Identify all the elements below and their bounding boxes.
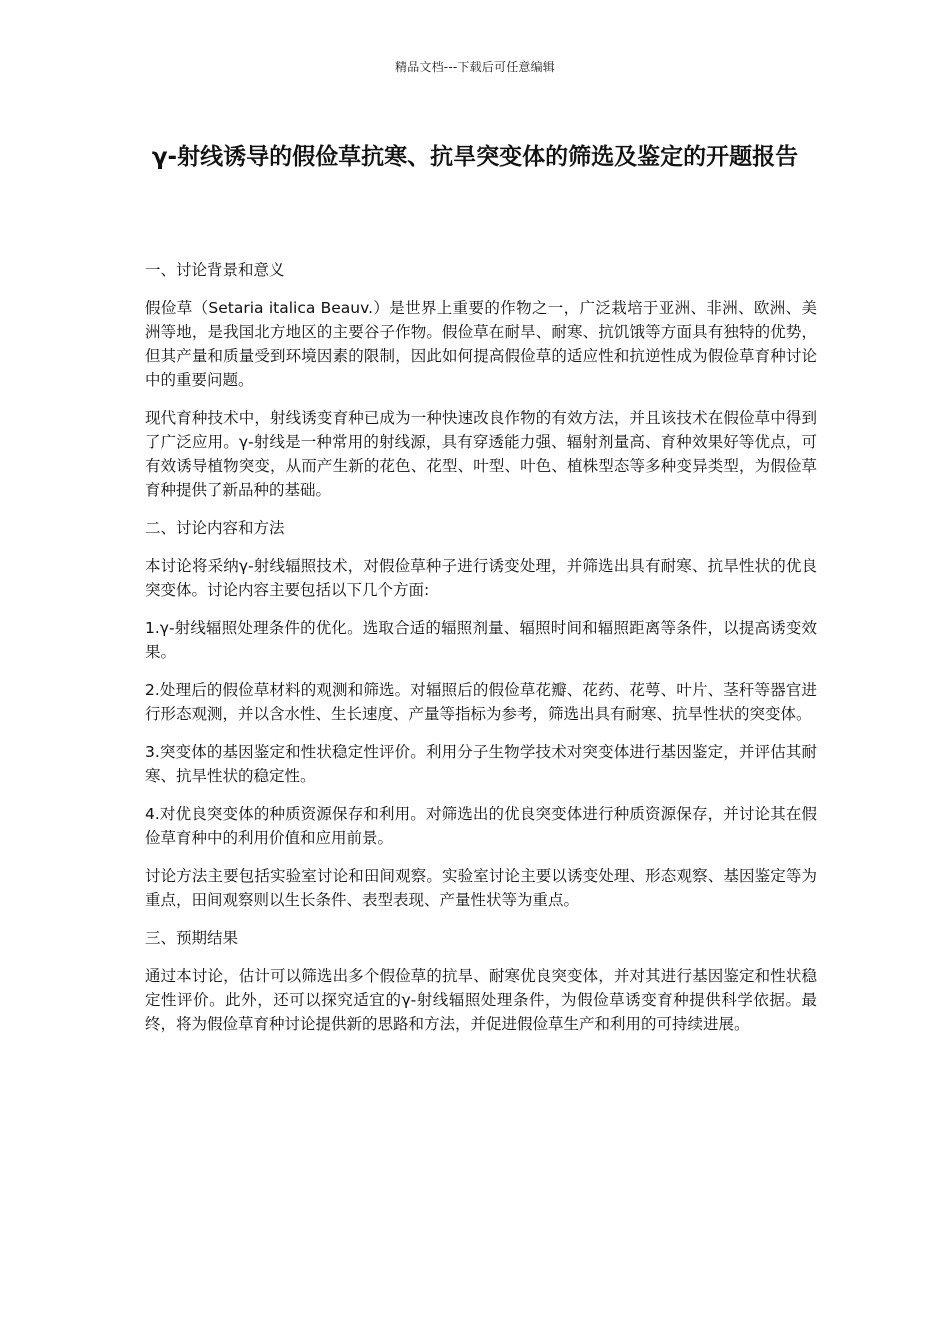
list-item-4: 4.对优良突变体的种质资源保存和利用。对筛选出的优良突变体进行种质资源保存，并讨论其在假俭草育种中的利用价值和应用前景。 <box>145 805 817 847</box>
document-title: γ-射线诱导的假俭草抗寒、抗旱突变体的筛选及鉴定的开题报告 <box>151 144 799 170</box>
paragraph-background-1: 假俭草（Setaria italica Beauv.）是世界上重要的作物之一，广泛栽培于亚洲、非洲、欧洲、美洲等地，是我国北方地区的主要谷子作物。假俭草在耐旱、耐寒、抗饥饿等方面具有独特的优势，但其产量和质量受到环境因素的限制，因此如何提高假俭草的适应性和抗逆性成为假俭草育种讨论中的重要问题。 <box>145 299 817 389</box>
header-note: 精品文档---下载后可任意编辑 <box>395 60 555 74</box>
paragraph-expected-results: 通过本讨论，估计可以筛选出多个假俭草的抗旱、耐寒优良突变体，并对其进行基因鉴定和性状稳定性评价。此外，还可以探究适宜的γ-射线辐照处理条件，为假俭草诱变育种提供科学依据。最终，将为假俭草育种讨论提供新的思路和方法，并促进假俭草生产和利用的可持续进展。 <box>145 967 817 1033</box>
document-body <box>145 258 817 1050</box>
list-item-1: 1.γ-射线辐照处理条件的优化。选取合适的辐照剂量、辐照时间和辐照距离等条件，以提高诱变效果。 <box>145 619 817 661</box>
section-heading-content-methods: 二、讨论内容和方法 <box>145 519 285 537</box>
paragraph-content-intro: 本讨论将采纳γ-射线辐照技术，对假俭草种子进行诱变处理，并筛选出具有耐寒、抗旱性状的优良突变体。讨论内容主要包括以下几个方面: <box>145 557 817 599</box>
section-heading-expected-results: 三、预期结果 <box>145 929 239 947</box>
list-item-2: 2.处理后的假俭草材料的观测和筛选。对辐照后的假俭草花瓣、花药、花萼、叶片、茎秆等器官进行形态观测，并以含水性、生长速度、产量等指标为参考，筛选出具有耐寒、抗旱性状的突变体。 <box>145 681 817 723</box>
paragraph-background-2: 现代育种技术中，射线诱变育种已成为一种快速改良作物的有效方法，并且该技术在假俭草中得到了广泛应用。γ-射线是一种常用的射线源，具有穿透能力强、辐射剂量高、育种效果好等优点，可有效诱导植物突变，从而产生新的花色、花型、叶型、叶色、植株型态等多种变异类型，为假俭草育种提供了新品种的基础。 <box>145 409 817 499</box>
list-item-3: 3.突变体的基因鉴定和性状稳定性评价。利用分子生物学技术对突变体进行基因鉴定，并评估其耐寒、抗旱性状的稳定性。 <box>145 743 817 785</box>
section-heading-background: 一、讨论背景和意义 <box>145 261 285 279</box>
paragraph-methods: 讨论方法主要包括实验室讨论和田间观察。实验室讨论主要以诱变处理、形态观察、基因鉴定等为重点，田间观察则以生长条件、表型表现、产量性状等为重点。 <box>145 867 817 909</box>
